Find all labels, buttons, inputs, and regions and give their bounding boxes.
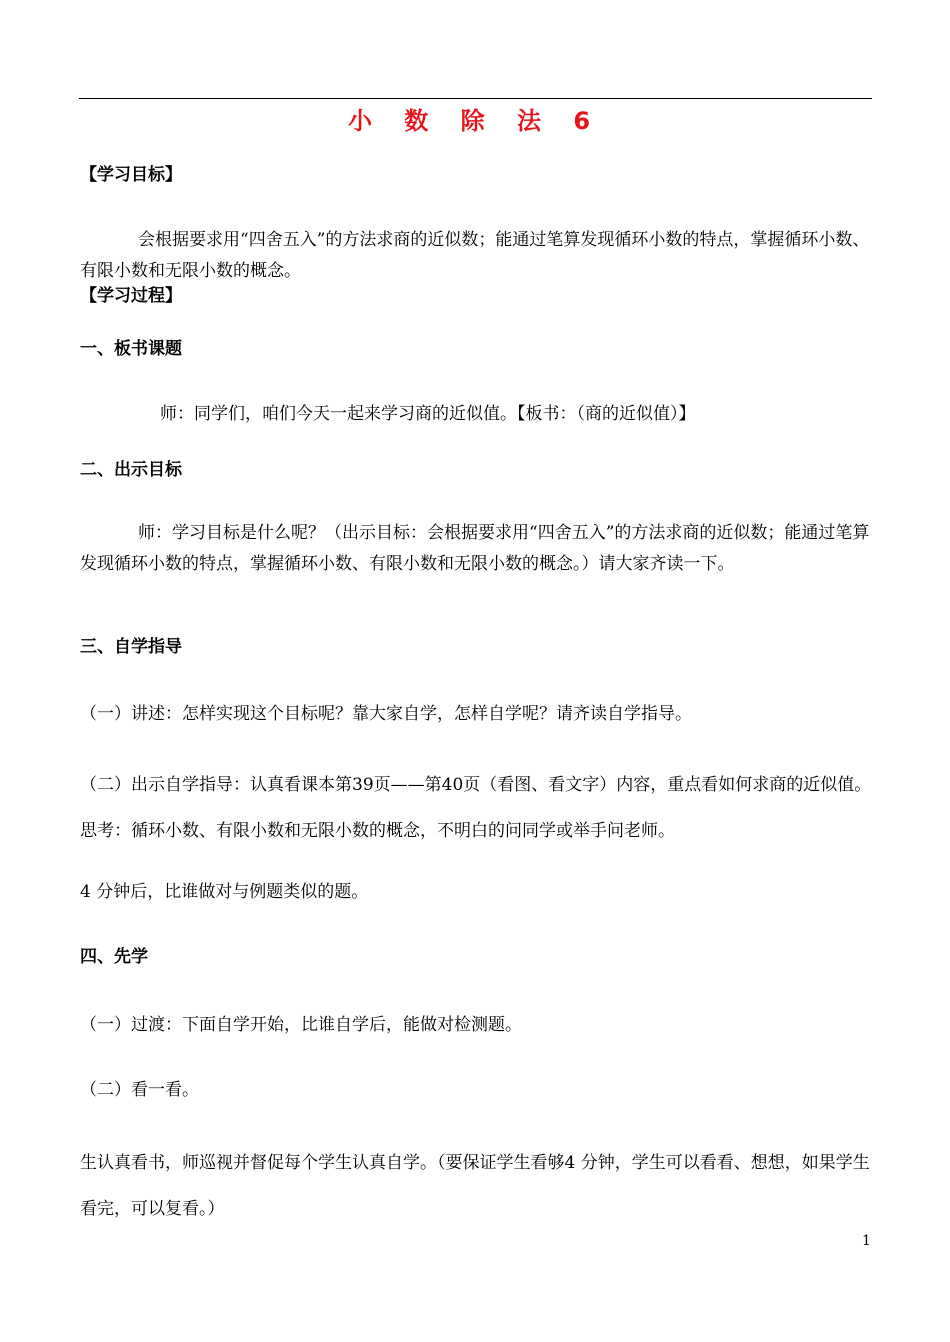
paragraph-2: 师：学习目标是什么呢？（出示目标：会根据要求用“四舍五入”的方法求商的近似数；能通过笔算发现循环小数的特点，掌握循环小数、有限小数和无限小数的概念。）请大家齐读一下。	[80, 523, 870, 574]
section-process-heading: 【学习过程】	[80, 286, 182, 306]
header-rule	[79, 98, 872, 99]
heading-1: 一、板书课题	[80, 339, 182, 359]
document-title: 小 数 除 法 6	[347, 107, 603, 135]
heading-4: 四、先学	[80, 947, 148, 967]
paragraph-4-3: 生认真看书，师巡视并督促每个学生认真自学。（要保证学生看够4 分钟，学生可以看看、想想，如果学生看完，可以复看。）	[80, 1153, 870, 1219]
objectives-paragraph: 会根据要求用“四舍五入”的方法求商的近似数；能通过笔算发现循环小数的特点，掌握循环小数、有限小数和无限小数的概念。	[80, 230, 870, 281]
section-objectives-heading: 【学习目标】	[80, 165, 182, 185]
page-number: 1	[862, 1233, 871, 1249]
paragraph-4-2: （二）看一看。	[80, 1080, 199, 1100]
paragraph-1: 师：同学们，咱们今天一起来学习商的近似值。【板书：（商的近似值）】	[160, 404, 696, 424]
paragraph-3-3: 4 分钟后，比谁做对与例题类似的题。	[80, 882, 369, 902]
paragraph-3-1: （一）讲述：怎样实现这个目标呢？靠大家自学，怎样自学呢？请齐读自学指导。	[80, 704, 692, 724]
heading-2: 二、出示目标	[80, 460, 182, 480]
heading-3: 三、自学指导	[80, 637, 182, 657]
paragraph-4-1: （一）过渡：下面自学开始，比谁自学后，能做对检测题。	[80, 1015, 522, 1035]
paragraph-3-2: （二）出示自学指导：认真看课本第39页——第40页（看图、看文字）内容，重点看如何求商的近似值。思考：循环小数、有限小数和无限小数的概念，不明白的问同学或举手问老师。	[80, 775, 872, 841]
